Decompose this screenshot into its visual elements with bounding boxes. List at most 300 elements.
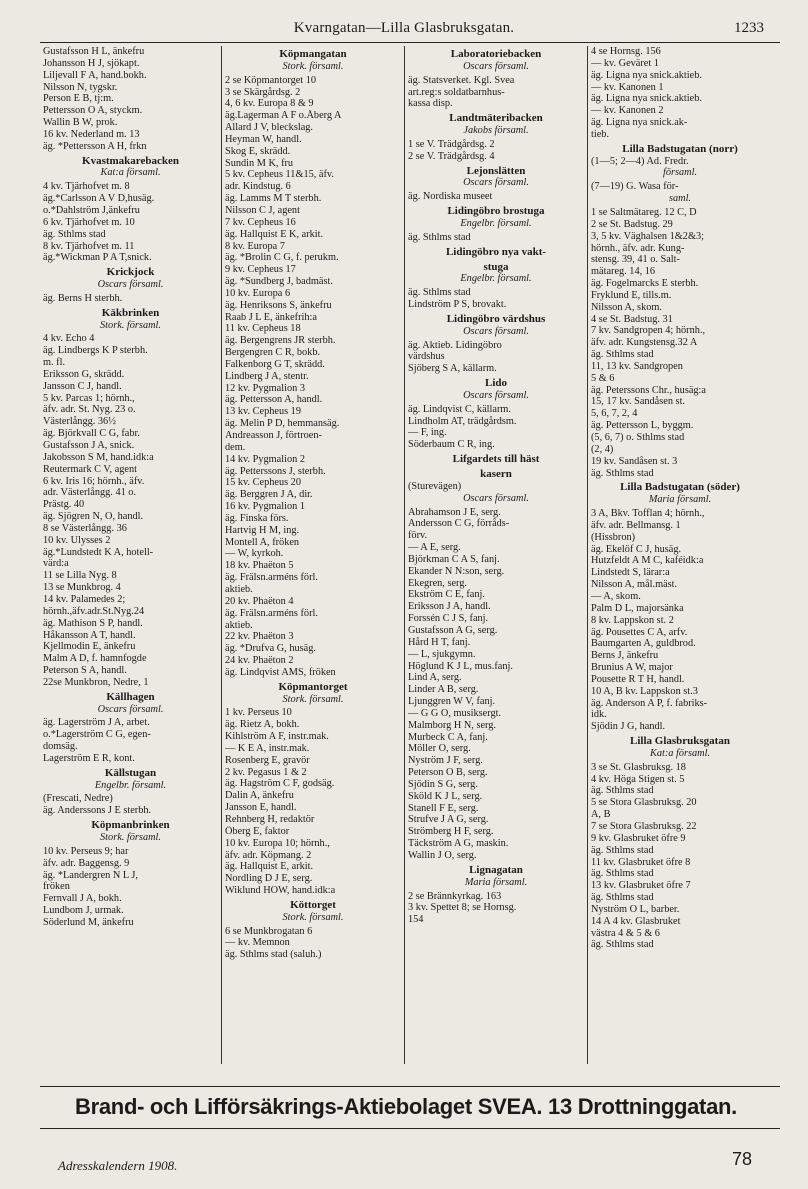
street-heading: Lilla Badstugatan (norr) <box>622 143 738 155</box>
directory-entry: Nilsson C J, agent <box>225 204 300 216</box>
directory-entry: 10 kv. Perseus 9; har <box>43 845 129 857</box>
directory-entry: Nilsson N, tygskr. <box>43 81 118 93</box>
directory-entry: äg. Lindqvist AMS, fröken <box>225 666 336 678</box>
directory-entry: o.*Lagerström C G, egen- <box>43 729 151 741</box>
directory-entry: Bergengren C R, bokb. <box>225 347 321 359</box>
directory-entry: 154 <box>408 914 424 926</box>
directory-entry: — kv. Kanonen 2 <box>591 105 664 117</box>
directory-entry: 2 se Brännkyrkag. 163 <box>408 890 502 902</box>
directory-entry: äg. Aktieb. Lidingöbro <box>408 339 502 351</box>
directory-entry: 22 kv. Phaëton 3 <box>225 631 294 643</box>
parish-label: församl. <box>662 167 698 179</box>
directory-entry: äg. *Sundberg J, badmäst. <box>225 276 333 288</box>
parish-label: saml. <box>668 193 692 205</box>
directory-entry: Kjellmodin E, änkefru <box>43 641 136 653</box>
street-heading: Lignagatan <box>469 864 523 876</box>
street-heading: Lifgardets till häst <box>452 454 540 466</box>
directory-entry: 3 se St. Glasbruksg. 18 <box>591 761 686 773</box>
directory-entry: 3 kv. Spettet 8; se Hornsg. <box>408 902 517 914</box>
directory-entry: Eriksson J A, handl. <box>408 601 491 613</box>
directory-entry: A, B <box>591 809 611 821</box>
banner-top-rule <box>40 1086 780 1087</box>
directory-entry: Hård H T, fanj. <box>408 636 471 648</box>
directory-entry: Jansson E, handl. <box>225 802 297 814</box>
directory-entry: äg. Sthlms stad (saluh.) <box>225 949 322 961</box>
directory-entry: — K E A, instr.mak. <box>225 742 310 754</box>
column-3 <box>405 46 588 1064</box>
street-heading: Källhagen <box>106 691 155 703</box>
directory-entry: äg.*Carlsson A V D,husäg. <box>43 193 155 205</box>
directory-entry: 19 kv. Sandåsen st. 3 <box>591 455 678 467</box>
directory-entry: Sjöberg S A, källarm. <box>408 363 497 375</box>
directory-entry: 7 kv. Cepheus 16 <box>225 216 296 228</box>
directory-entry: 2 se St. Badstug. 29 <box>591 218 673 230</box>
directory-entry: 14 A 4 kv. Glasbruket <box>591 915 681 927</box>
directory-columns <box>40 46 772 1064</box>
directory-entry: 4, 6 kv. Europa 8 & 9 <box>225 98 314 110</box>
directory-entry: 5 kv. Parcas 1; hörnh., <box>43 392 135 404</box>
directory-entry: — kv. Memnon <box>225 937 290 949</box>
directory-entry: 4 kv. Tjärhofvet m. 8 <box>43 181 130 193</box>
directory-entry: Berns J, änkefru <box>591 650 659 662</box>
directory-entry: adr. Kindstug. 6 <box>225 181 291 193</box>
directory-entry: Nordling D J E, serg. <box>225 873 313 885</box>
parish-label: Stork. församl. <box>282 693 344 705</box>
directory-entry: äg. Sthlms stad <box>591 349 654 361</box>
directory-entry: Wiklund HOW, hand.idk:a <box>225 885 336 897</box>
directory-entry: (Hissbron) <box>591 531 636 543</box>
directory-entry: Nilsson A, mål.mäst. <box>591 579 678 591</box>
parish-label: Stork. församl. <box>282 911 344 923</box>
parish-label: Maria församl. <box>648 494 712 506</box>
directory-entry: hörnh., äfv. adr. Kung- <box>591 242 685 254</box>
directory-entry: värd:a <box>43 558 69 570</box>
directory-entry: Reutermark C V, agent <box>43 463 137 475</box>
directory-entry: äg. Sthlms stad <box>408 231 471 243</box>
directory-entry: Lindström P S, brovakt. <box>408 299 507 311</box>
directory-entry: — kv. Kanonen 1 <box>591 81 664 93</box>
directory-entry: äg. Anderson A P, f. fabriks- <box>591 697 708 709</box>
directory-entry: Lundbom J, urmak. <box>43 905 124 917</box>
directory-entry: dem. <box>225 441 246 453</box>
directory-entry: Nyström O L, barber. <box>591 903 680 915</box>
directory-entry: Raab J L E, änkefrih:a <box>225 311 317 323</box>
directory-entry: — A E, serg. <box>408 542 461 554</box>
directory-entry: Sjödin S G, serg. <box>408 778 478 790</box>
directory-entry: äg. Henriksons S, änkefru <box>225 299 332 311</box>
parish-label: Kat:a församl. <box>100 167 161 179</box>
directory-entry: — kv. Geväret 1 <box>591 57 659 69</box>
directory-entry: Nyström J F, serg. <box>408 755 483 767</box>
street-heading: Lidingöbro värdshus <box>446 313 546 325</box>
header-rule <box>40 42 780 43</box>
directory-entry: äg. Sthlms stad <box>408 287 471 299</box>
directory-entry: äg. Björkvall C G, fabr. <box>43 428 140 440</box>
directory-entry: Gustafsson J A, snick. <box>43 440 135 451</box>
directory-entry: äg. Anderssons J E sterbh. <box>43 805 152 817</box>
directory-entry: Lind A, serg. <box>408 672 462 684</box>
directory-entry: äg.Lagerman A F o.Åberg A <box>225 110 342 122</box>
directory-entry: 5 kv. Cepheus 11&15, äfv. <box>225 169 334 181</box>
directory-entry: 13 kv. Glasbruket öfre 7 <box>591 880 691 892</box>
directory-entry: äfv. adr. St. Nyg. 23 o. <box>43 404 136 416</box>
directory-entry: Stanell F E, serg. <box>408 802 479 814</box>
directory-entry: äg. Finska förs. <box>225 512 289 524</box>
directory-entry: 5 se Stora Glasbruksg. 20 <box>591 797 697 809</box>
directory-entry: Baumgarten A, guldbrod. <box>591 638 696 650</box>
directory-entry: äg. Ligna nya snick.ak- <box>591 117 688 129</box>
directory-entry: 3 se Skärgårdsg. 2 <box>225 86 301 98</box>
directory-entry: Heyman W, handl. <box>225 133 302 145</box>
directory-entry: Rosenberg E, gravör <box>225 754 310 766</box>
directory-entry: Montell A, fröken <box>225 536 300 548</box>
directory-entry: äg. Sthlms stad <box>591 467 654 479</box>
directory-entry: äg. *Landergren N L J, <box>43 869 138 881</box>
directory-entry: Höglund K J L, mus.fanj. <box>408 660 513 672</box>
directory-entry: adr. Västerlångg. 41 o. <box>43 487 137 499</box>
directory-entry: Dalin A, änkefru <box>225 790 294 802</box>
parish-label: Oscars församl. <box>463 177 529 189</box>
directory-entry: äg. Statsverket. Kgl. Svea <box>408 74 515 86</box>
directory-entry: 20 kv. Phaëton 4 <box>225 595 294 607</box>
directory-entry: Öberg E, faktor <box>225 825 290 837</box>
street-heading: Lidingöbro brostuga <box>447 206 545 218</box>
directory-entry: aktieb. <box>225 583 253 595</box>
directory-entry: Ekander N N:son, serg. <box>408 565 505 577</box>
parish-label: Engelbr. församl. <box>460 217 532 229</box>
directory-entry: Håkansson A T, handl. <box>43 629 136 641</box>
directory-entry: 10 kv. Ulysses 2 <box>43 534 111 546</box>
street-heading: Lilla Glasbruksgatan <box>630 736 730 748</box>
directory-entry: Lindstedt S, lärar:a <box>591 567 670 579</box>
directory-entry: 8 kv. Europa 7 <box>225 240 285 252</box>
directory-entry: äg. Ligna nya snick.aktieb. <box>591 93 702 105</box>
directory-entry: äg. Pettersson L, byggm. <box>591 420 694 432</box>
directory-entry: 7 kv. Sandgropen 4; hörnh., <box>591 325 706 337</box>
directory-entry: äg.*Lundstedt K A, hotell- <box>43 546 154 558</box>
directory-entry: 11 kv. Glasbruket öfre 8 <box>591 856 691 868</box>
directory-entry: 3, 5 kv. Väghalsen 1&2&3; <box>591 230 704 242</box>
directory-entry: Ekegren, serg. <box>408 577 467 589</box>
directory-entry: Johansson H J, sjökapt. <box>43 57 140 69</box>
directory-entry: Peterson S A, handl. <box>43 665 127 677</box>
directory-entry: 14 kv. Pygmalion 2 <box>225 453 305 465</box>
footer-page-number: 78 <box>731 1149 752 1169</box>
street-heading: Källstugan <box>104 767 157 779</box>
directory-entry: 14 kv. Palamedes 2; <box>43 593 126 605</box>
directory-entry: Lindberg J A, stentr. <box>225 370 309 382</box>
parish-label: Stork. församl. <box>100 832 161 843</box>
street-heading: Lejonslätten <box>466 165 526 177</box>
directory-entry: 6 se Munkbrogatan 6 <box>225 925 313 937</box>
directory-entry: 4 se St. Badstug. 31 <box>591 313 673 325</box>
street-heading: stuga <box>483 261 509 273</box>
directory-entry: Andersson C G, förråds- <box>408 518 510 530</box>
directory-entry: Söderbaum C R, ing. <box>408 439 495 451</box>
parish-label: Kat:a församl. <box>649 747 711 759</box>
street-heading: Landtmäteribacken <box>449 113 543 125</box>
directory-entry: Sköld K J L, serg. <box>408 790 483 802</box>
directory-entry: äg. Pousettes C A, arfv. <box>591 626 688 638</box>
street-heading: Lido <box>484 378 507 390</box>
directory-entry: äg. Sjögren N, O, handl. <box>43 511 144 523</box>
directory-entry: äg. Ligna nya snick.aktieb. <box>591 69 702 81</box>
directory-entry: Strufve J A G, serg. <box>408 814 489 826</box>
directory-entry: 9 kv. Glasbruket öfre 9 <box>591 832 686 844</box>
directory-entry: Söderlund M, änkefru <box>43 916 134 928</box>
directory-entry: 22se Munkbron, Nedre, 1 <box>43 676 149 688</box>
directory-entry: 11, 13 kv. Sandgropen <box>591 360 683 372</box>
directory-entry: 13 kv. Cepheus 19 <box>225 406 301 418</box>
directory-entry: äg. Lindqvist C, källarm. <box>408 403 511 415</box>
directory-entry: 16 kv. Pygmalion 1 <box>225 501 305 513</box>
directory-entry: 7 se Stora Glasbruksg. 22 <box>591 821 697 832</box>
directory-entry: Hutzfeldt A M C, kaféidk:a <box>591 555 704 567</box>
parish-label: Engelbr. församl. <box>460 273 532 285</box>
street-heading: Kvastmakarebacken <box>82 155 179 167</box>
directory-entry: (5, 6, 7) o. Sthlms stad <box>591 432 685 443</box>
directory-entry: äg. Frälsn.arméns förl. <box>225 607 318 619</box>
directory-entry: 6 kv. Tjärhofvet m. 10 <box>43 216 135 228</box>
directory-entry: Liljevall F A, hand.bokh. <box>43 69 147 81</box>
directory-entry: äg. *Drufva G, husäg. <box>225 643 316 655</box>
street-heading: Köpmanbrinken <box>91 820 170 832</box>
directory-entry: o.*Dahlström J,änkefru <box>43 204 140 216</box>
directory-entry: Prästg. 40 <box>43 499 85 511</box>
directory-entry: — A, skom. <box>591 590 641 602</box>
parish-label: Maria församl. <box>464 876 528 888</box>
directory-entry: Allard J V, bleckslag. <box>225 122 313 134</box>
directory-entry: Wallin B W, prok. <box>43 117 118 129</box>
directory-entry: mätareg. 14, 16 <box>591 266 656 278</box>
directory-entry: 10 kv. Europa 6 <box>225 287 291 299</box>
parish-label: Engelbr. församl. <box>94 779 167 791</box>
directory-entry: värdshus <box>408 351 445 363</box>
directory-entry: (2, 4) <box>591 443 614 455</box>
directory-entry: 10 kv. Europa 10; hörnh., <box>225 837 330 849</box>
directory-entry: fröken <box>43 881 70 893</box>
directory-entry: 4 kv. Höga Stigen st. 5 <box>591 773 685 785</box>
directory-entry: Gustafsson A G, serg. <box>408 624 498 636</box>
directory-entry: äfv. adr. Kungstensg.32 A <box>591 337 698 349</box>
footer-publication: Adresskalendern 1908. <box>58 1158 178 1173</box>
directory-entry: Fryklund E, tills.m. <box>591 289 672 301</box>
directory-entry: äg.*Wickman P A T,snick. <box>43 252 152 264</box>
directory-entry: Andreasson J, förtroen- <box>225 430 322 441</box>
directory-entry: 3 A, Bkv. Tofflan 4; hörnh., <box>591 508 705 520</box>
directory-entry: Strömberg H F, serg. <box>408 826 494 838</box>
directory-entry: Malmborg H N, serg. <box>408 719 496 731</box>
parish-label: Oscars församl. <box>463 325 529 337</box>
directory-entry: — F, ing. <box>408 427 447 439</box>
directory-entry: Abrahamson J E, serg. <box>408 506 501 518</box>
directory-entry: äfv. adr. Köpmang. 2 <box>225 849 312 861</box>
directory-entry: 5, 6, 7, 2, 4 <box>591 408 638 420</box>
directory-entry: Västerlångg. 36½ <box>43 416 116 428</box>
directory-entry: äg. *Pettersson A H, frkn <box>43 140 147 152</box>
directory-entry: 18 kv. Phaëton 5 <box>225 560 294 572</box>
parish-label: Oscars församl. <box>97 703 164 715</box>
directory-entry: äg. Bergengrens JR sterbh. <box>225 335 336 347</box>
directory-entry: äfv. adr. Baggensg. 9 <box>43 857 130 869</box>
directory-entry: Rehnberg H, redaktör <box>225 814 315 825</box>
directory-entry: Peterson O B, serg. <box>408 767 488 779</box>
directory-entry: m. fl. <box>43 357 66 369</box>
directory-entry: 2 se Köpmantorget 10 <box>225 74 317 86</box>
street-heading: Krickjock <box>106 267 155 279</box>
directory-entry: Ekström C E, fanj. <box>408 589 485 601</box>
directory-entry: 8 kv. Lappskon st. 2 <box>591 614 674 626</box>
directory-entry: 11 se Lilla Nyg. 8 <box>43 570 117 582</box>
directory-entry: Lagerström E R, kont. <box>43 752 135 764</box>
directory-entry: Sjödin J G, handl. <box>591 721 666 733</box>
directory-entry: art.reg:s soldatbarnhus- <box>408 86 505 98</box>
street-heading: Lilla Badstugatan (söder) <box>620 482 740 494</box>
directory-entry: Sundin M K, fru <box>225 157 294 169</box>
directory-entry: äg. Sthlms stad <box>591 868 654 880</box>
directory-entry: Kihlström A F, instr.mak. <box>225 731 329 743</box>
directory-entry: Lindholm AT, trädgårdsm. <box>408 415 517 427</box>
directory-entry: (Frescati, Nedre) <box>43 793 113 805</box>
directory-entry: Linder A B, serg. <box>408 684 479 696</box>
directory-entry: äfv. adr. Bellmansg. 1 <box>591 519 681 531</box>
directory-entry: Jansson C J, handl. <box>43 380 122 392</box>
directory-entry: Hartvig H M, ing. <box>225 524 300 536</box>
directory-entry: 12 kv. Pygmalion 3 <box>225 382 305 394</box>
directory-entry: (1—5; 2—4) Ad. Fredr. <box>591 155 689 167</box>
directory-entry: äg. Rietz A, bokh. <box>225 719 300 731</box>
street-heading: Köpmangatan <box>279 49 347 60</box>
directory-entry: äg. Pettersson A, handl. <box>225 394 323 406</box>
directory-entry: äg. Mathison S P, handl. <box>43 617 143 629</box>
parish-label: Oscars församl. <box>97 279 164 291</box>
directory-entry: äg. Berggren J A, dir. <box>225 489 313 501</box>
directory-entry: äg. Melin P D, hemmansäg. <box>225 418 340 430</box>
directory-entry: äg. Petterssons J, sterbh. <box>225 465 326 477</box>
directory-entry: äg. Hallquist E, arkit. <box>225 861 314 873</box>
street-heading: Käkbrinken <box>101 307 160 319</box>
parish-label: Stork. församl. <box>100 319 161 331</box>
directory-entry: Skog E, skrädd. <box>225 145 291 157</box>
directory-entry: äg. Frälsn.arméns förl. <box>225 572 318 584</box>
directory-entry: 13 se Munkbrog. 4 <box>43 582 121 594</box>
directory-entry: äg. Sthlms stad <box>591 892 654 904</box>
directory-entry: Jakobsson S M, hand.idk:a <box>43 451 154 463</box>
parish-label: Oscars församl. <box>463 60 529 72</box>
directory-entry: förv. <box>408 530 428 542</box>
column-2 <box>222 46 405 1064</box>
directory-entry: Björkman C A S, fanj. <box>408 553 500 565</box>
directory-entry: 1 se Saltmätareg. 12 C, D <box>591 206 697 218</box>
directory-entry: 8 kv. Tjärhofvet m. 11 <box>43 240 135 252</box>
directory-entry: 8 se Västerlångg. 36 <box>43 522 127 534</box>
directory-entry: tieb. <box>591 128 610 140</box>
directory-entry: 16 kv. Nederland m. 13 <box>43 128 140 140</box>
directory-entry: Gustafsson H L, änkefru <box>43 46 145 57</box>
directory-entry: äg. Hallquist E K, arkit. <box>225 228 324 240</box>
directory-entry: äg. Lamms M T sterbh. <box>225 193 322 205</box>
directory-entry: 6 kv. Iris 16; hörnh., äfv. <box>43 475 145 487</box>
directory-entry: Möller O, serg. <box>408 743 471 755</box>
banner-bottom-rule <box>40 1128 780 1129</box>
directory-entry: 1 se V. Trädgårdsg. 2 <box>408 138 495 150</box>
parish-label: Oscars församl. <box>463 389 529 401</box>
directory-entry: idk. <box>591 709 607 721</box>
street-heading: Köpmantorget <box>278 681 348 693</box>
parish-label: Oscars församl. <box>463 492 529 504</box>
directory-entry: 11 kv. Cepheus 18 <box>225 323 301 335</box>
column-1 <box>40 46 222 1064</box>
directory-entry: (7—19) G. Wasa för- <box>591 181 679 193</box>
directory-entry: 4 se Hornsg. 156 <box>591 46 661 57</box>
directory-entry: Brunius A W, major <box>591 662 673 674</box>
directory-entry: äg. Sthlms stad <box>591 939 654 951</box>
directory-entry: äg. Lagerström J A, arbet. <box>43 717 150 729</box>
directory-entry: Nilsson A, skom. <box>591 301 662 313</box>
street-heading: kasern <box>480 469 512 480</box>
directory-entry: 5 & 6 <box>591 372 615 384</box>
directory-entry: — L, sjukgymn. <box>408 648 476 660</box>
directory-entry: Täckström A G, maskin. <box>408 838 509 850</box>
directory-entry: äg. Sthlms stad <box>43 228 106 240</box>
directory-entry: 15 kv. Cepheus 20 <box>225 477 301 489</box>
parish-label: Jakobs församl. <box>463 125 529 137</box>
directory-entry: äg. Peterssons Chr., husäg:a <box>591 384 706 396</box>
street-heading: Laboratoriebacken <box>450 49 542 60</box>
directory-entry: 4 kv. Echo 4 <box>43 333 95 345</box>
directory-entry: hörnh.,äfv.adr.St.Nyg.24 <box>43 605 145 617</box>
directory-entry: äg. Fogelmarcks E sterbh. <box>591 278 699 290</box>
parish-label: Stork. församl. <box>282 60 344 72</box>
directory-entry: Malm A D, f. hamnfogde <box>43 653 147 665</box>
directory-entry: (Sturevägen) <box>408 480 462 492</box>
directory-entry: domsäg. <box>43 741 78 753</box>
directory-entry: Person E B, tj:m. <box>43 93 114 105</box>
directory-entry: — G G O, musiksergt. <box>408 707 502 719</box>
directory-entry: äg. *Brolin C G, f. perukm. <box>225 252 339 264</box>
directory-entry: äg. Lindbergs K P sterbh. <box>43 345 148 357</box>
column-4 <box>588 46 772 1064</box>
street-heading: Köttorget <box>290 899 336 911</box>
directory-entry: Palm D L, majorsänka <box>591 602 684 614</box>
directory-entry: äg. Ekelöf C J, husäg. <box>591 543 682 555</box>
page-header-title: Kvarngatan—Lilla Glasbruksgatan. <box>293 20 515 36</box>
directory-entry: Murbeck C A, fanj. <box>408 731 488 743</box>
directory-entry: 9 kv. Cepheus 17 <box>225 264 296 276</box>
directory-entry: 10 A, B kv. Lappskon st.3 <box>591 685 698 697</box>
directory-entry: stensg. 39, 41 o. Salt- <box>591 254 680 266</box>
directory-entry: kassa disp. <box>408 98 453 110</box>
page-header-number: 1233 <box>734 20 764 36</box>
directory-entry: 1 kv. Perseus 10 <box>225 707 292 719</box>
directory-entry: 2 se V. Trädgårdsg. 4 <box>408 150 495 162</box>
directory-entry: — W, kyrkoh. <box>225 548 284 560</box>
directory-entry: äg. Nordiska museet <box>408 191 493 203</box>
directory-entry: västra 4 & 5 & 6 <box>591 927 660 939</box>
directory-entry: äg. Hagström C F, godsäg. <box>225 778 335 790</box>
directory-entry: äg. Sthlms stad <box>591 844 654 856</box>
directory-entry: äg. Berns H sterbh. <box>43 292 123 304</box>
directory-entry: Wallin J O, serg. <box>408 850 477 861</box>
advertisement-banner: Brand- och Lifförsäkrings-Aktiebolaget SVEA. 13 Drottninggatan. <box>75 1094 737 1119</box>
directory-entry: Forssén C J S, fanj. <box>408 613 489 625</box>
directory-entry: äg. Sthlms stad <box>591 785 654 797</box>
directory-entry: Fernvall J A, bokh. <box>43 893 122 905</box>
street-heading: Lidingöbro nya vakt- <box>445 246 547 258</box>
directory-entry: aktieb. <box>225 619 253 631</box>
directory-entry: Ljunggren W V, fanj. <box>408 696 496 708</box>
directory-entry: 2 kv. Pegasus 1 & 2 <box>225 766 307 778</box>
